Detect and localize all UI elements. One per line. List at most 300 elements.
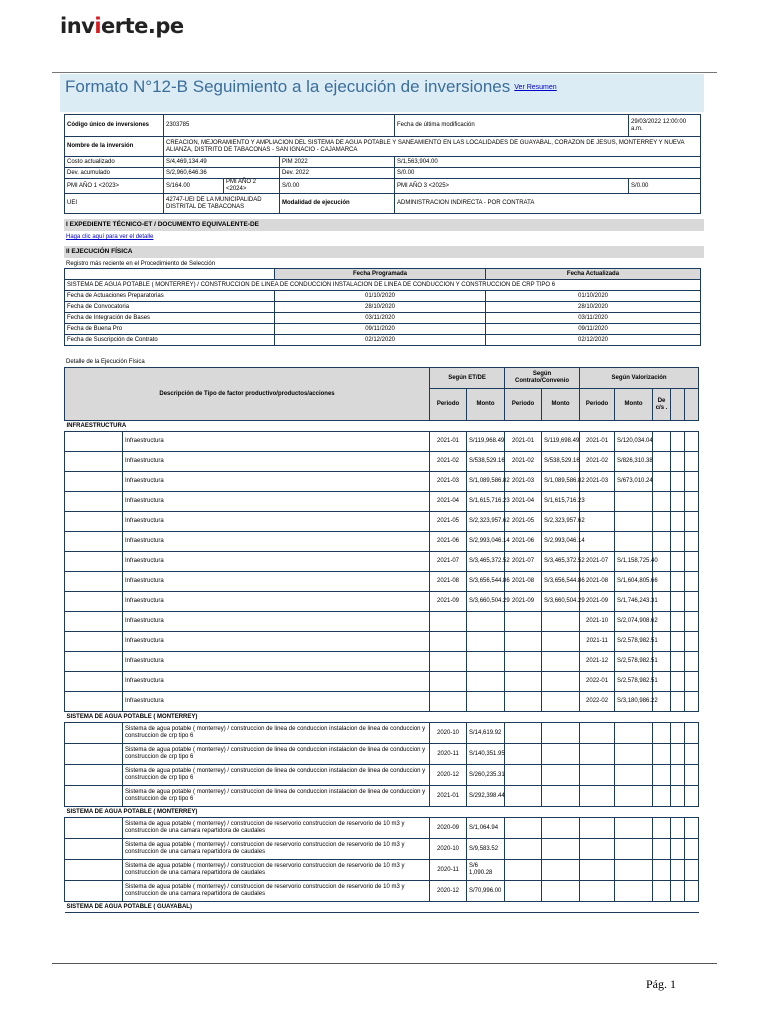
table-row: [65, 432, 699, 452]
monto-valorizacion: S/120,034.04: [615, 432, 653, 452]
periodo-contrato: [505, 744, 542, 765]
periodo-contrato: 2021-03: [505, 472, 542, 492]
extra-cell: [685, 786, 699, 807]
periodo-et: [430, 672, 467, 692]
extra-cell: [671, 452, 685, 472]
extra-cell: [685, 881, 699, 902]
monto-contrato: S/3,465,372.52: [542, 552, 580, 572]
segun-valorizacion-header: Según Valorización: [580, 368, 699, 389]
monto-et: S/14,619.92: [467, 723, 505, 744]
periodo-contrato: [505, 881, 542, 902]
table-row: [65, 552, 699, 572]
pmi1-value: S/164.00: [164, 179, 224, 194]
de-cs-cell: [653, 860, 671, 881]
periodo-valorizacion: [580, 765, 615, 786]
monto-et: S/260,235.31: [467, 765, 505, 786]
periodo-contrato: [505, 692, 542, 712]
nombre-label: Nombre de la inversión: [65, 137, 164, 157]
group-row: [65, 902, 699, 913]
row-description: Sistema de agua potable ( monterrey) / construccion de linea de conduccion instalacion de linea de conduccion y construccion de crp tipo 6: [123, 744, 430, 765]
extra-cell: [685, 692, 699, 712]
row-description: Sistema de agua potable ( monterrey) / construccion de linea de conduccion instalacion de linea de conduccion y construccion de crp tipo 6: [123, 723, 430, 744]
seleccion-row: [65, 313, 701, 324]
de-cs-header: De c/s .: [653, 389, 671, 421]
table-row: [65, 786, 699, 807]
monto-et: [467, 692, 505, 712]
row-description: Infraestructura: [123, 572, 430, 592]
group-title: SISTEMA DE AGUA POTABLE ( MONTERREY): [65, 807, 699, 818]
table-row: [65, 472, 699, 492]
group-title: SISTEMA DE AGUA POTABLE ( MONTERREY): [65, 712, 699, 723]
table-row: [65, 765, 699, 786]
group-title: SISTEMA DE AGUA POTABLE ( GUAYABAL): [65, 902, 699, 913]
periodo-contrato: 2021-08: [505, 572, 542, 592]
periodo-contrato: 2021-01: [505, 432, 542, 452]
extra-cell: [671, 881, 685, 902]
periodo-et: 2020-09: [430, 818, 467, 839]
extra-cell: [685, 452, 699, 472]
periodo-contrato: [505, 612, 542, 632]
periodo-valorizacion: [580, 839, 615, 860]
extra-cell: [685, 492, 699, 512]
periodo-contrato: [505, 632, 542, 652]
table-row: [65, 512, 699, 532]
seleccion-row: [65, 291, 701, 302]
monto-et: S/70,996.00: [467, 881, 505, 902]
monto-et: S/3,656,544.86: [467, 572, 505, 592]
fecha-programada: 03/11/2020: [275, 313, 486, 324]
row-description: Infraestructura: [123, 692, 430, 712]
monto-header: Monto: [467, 389, 505, 421]
periodo-et: 2021-01: [430, 432, 467, 452]
periodo-et: [430, 612, 467, 632]
table-row: [65, 532, 699, 552]
table-row: [65, 692, 699, 712]
monto-valorizacion: [615, 532, 653, 552]
monto-et: S/538,529.16: [467, 452, 505, 472]
monto-et: S/6 1,090.28: [467, 860, 505, 881]
extra-cell: [685, 672, 699, 692]
monto-valorizacion: [615, 881, 653, 902]
fecha-programada: 02/12/2020: [275, 335, 486, 346]
seleccion-row: [65, 302, 701, 313]
row-description: Sistema de agua potable ( monterrey) / construccion de reservorio construccion de reservorio de 10 m3 y construccion de una camara repartidora de caudales: [123, 839, 430, 860]
periodo-et: 2021-04: [430, 492, 467, 512]
periodo-valorizacion: 2021-08: [580, 572, 615, 592]
periodo-contrato: 2021-05: [505, 512, 542, 532]
monto-contrato: S/3,660,504.29: [542, 592, 580, 612]
indent-cell: [65, 860, 123, 881]
extra-cell: [671, 818, 685, 839]
extra-cell: [671, 860, 685, 881]
monto-contrato: S/2,323,957.62: [542, 512, 580, 532]
fecha-actualizada: 03/11/2020: [486, 313, 701, 324]
row-description: Sistema de agua potable ( monterrey) / construccion de linea de conduccion instalacion de linea de conduccion y construccion de crp tipo 6: [123, 765, 430, 786]
periodo-et: 2020-12: [430, 881, 467, 902]
group-row: [65, 807, 699, 818]
monto-valorizacion: [615, 860, 653, 881]
extra-cell: [685, 652, 699, 672]
dev-acum-value: S/2,960,646.36: [164, 168, 280, 179]
title-bar: [60, 74, 704, 112]
periodo-contrato: [505, 839, 542, 860]
codigo-label: Código único de inversiones: [65, 115, 164, 137]
monto-contrato: [542, 723, 580, 744]
periodo-contrato: [505, 818, 542, 839]
group-row: [65, 421, 699, 432]
periodo-header: Periodo: [430, 389, 467, 421]
fecha-actualizada: 02/12/2020: [486, 335, 701, 346]
registro-label: Registro más reciente en el Procedimiento de Selección: [66, 261, 216, 267]
monto-et: S/3,465,372.52: [467, 552, 505, 572]
pim-value: S/1,563,904.00: [395, 157, 701, 168]
extra-cell: [685, 632, 699, 652]
periodo-et: 2021-07: [430, 552, 467, 572]
table-row: [65, 572, 699, 592]
extra-cell: [685, 472, 699, 492]
de-cs-cell: [653, 723, 671, 744]
periodo-contrato: 2021-02: [505, 452, 542, 472]
monto-contrato: [542, 744, 580, 765]
extra-cell: [671, 765, 685, 786]
detalle-label: Detalle de la Ejecución Física: [66, 359, 145, 365]
extra-cell: [671, 492, 685, 512]
fecha-programada: 28/10/2020: [275, 302, 486, 313]
periodo-valorizacion: 2021-12: [580, 652, 615, 672]
table-row: [65, 744, 699, 765]
row-description: Infraestructura: [123, 552, 430, 572]
monto-valorizacion: [615, 818, 653, 839]
extra-cell: [685, 512, 699, 532]
seleccion-table: [64, 268, 701, 346]
monto-valorizacion: S/3,180,986.22: [615, 692, 653, 712]
de-cs-cell: [653, 744, 671, 765]
indent-cell: [65, 765, 123, 786]
extra-cell: [671, 432, 685, 452]
extra-cell: [671, 572, 685, 592]
extra-cell: [685, 552, 699, 572]
table-row: [65, 612, 699, 632]
monto-et: S/3,660,504.29: [467, 592, 505, 612]
extra-cell: [685, 612, 699, 632]
monto-contrato: [542, 692, 580, 712]
fecha-actualizada: 09/11/2020: [486, 324, 701, 335]
pmi2-value: S/0.00: [280, 179, 395, 194]
periodo-et: 2021-06: [430, 532, 467, 552]
monto-header: Monto: [542, 389, 580, 421]
monto-contrato: S/538,529.16: [542, 452, 580, 472]
de-cs-cell: [653, 432, 671, 452]
extra-header: [671, 389, 685, 421]
periodo-contrato: 2021-09: [505, 592, 542, 612]
monto-contrato: [542, 612, 580, 632]
periodo-contrato: [505, 765, 542, 786]
indent-cell: [65, 881, 123, 902]
monto-et: [467, 612, 505, 632]
desc-header: Descripción de Tipo de factor productivo/productos/acciones: [65, 368, 430, 421]
monto-contrato: S/119,698.49: [542, 432, 580, 452]
monto-valorizacion: [615, 492, 653, 512]
periodo-et: 2021-09: [430, 592, 467, 612]
nombre-value: CREACION, MEJORAMIENTO Y AMPLIACION DEL SISTEMA DE AGUA POTABLE Y SANEAMIENTO EN LAS LOCALIDADES DE GUAYABAL, CORAZON DE JESUS, MONTERREY Y NUEVA ALIANZA, DISTRITO DE TABACONAS - SAN IGNACIO - CAJAMARCA: [164, 137, 701, 157]
table-row: [65, 632, 699, 652]
indent-cell: [65, 839, 123, 860]
seleccion-desc: SISTEMA DE AGUA POTABLE ( MONTERREY) / CONSTRUCCION DE LINEA DE CONDUCCION INSTALACION DE LINEA DE CONDUCCION Y CONSTRUCCION DE CRP TIPO 6: [65, 280, 701, 291]
indent-cell: [65, 692, 123, 712]
ver-detalle-link[interactable]: Haga clic aquí para ver el detalle: [66, 234, 154, 240]
monto-contrato: [542, 818, 580, 839]
table-row: [65, 818, 699, 839]
row-description: Sistema de agua potable ( monterrey) / construccion de reservorio construccion de reservorio de 10 m3 y construccion de una camara repartidora de caudales: [123, 881, 430, 902]
pmi1-label: PMI AÑO 1 <2023>: [65, 179, 164, 194]
de-cs-cell: [653, 786, 671, 807]
de-cs-cell: [653, 532, 671, 552]
monto-valorizacion: [615, 839, 653, 860]
table-row: [65, 452, 699, 472]
page-title: Formato N°12-B Seguimiento a la ejecución de inversiones: [65, 77, 511, 96]
monto-et: [467, 632, 505, 652]
extra-cell: [671, 839, 685, 860]
extra-cell: [685, 744, 699, 765]
indent-cell: [65, 492, 123, 512]
periodo-contrato: 2021-06: [505, 532, 542, 552]
table-row: [65, 839, 699, 860]
monto-et: S/2,993,046.14: [467, 532, 505, 552]
periodo-contrato: 2021-07: [505, 552, 542, 572]
table-row: [65, 592, 699, 612]
extra-cell: [671, 786, 685, 807]
row-description: Sistema de agua potable ( monterrey) / construccion de reservorio construccion de reservorio de 10 m3 y construccion de una camara repartidora de caudales: [123, 860, 430, 881]
fecha-mod-value: 29/03/2022 12:00:00 a.m.: [629, 115, 701, 137]
seleccion-label: Fecha de Convocatoria: [65, 302, 275, 313]
monto-et: S/119,968.49: [467, 432, 505, 452]
periodo-et: 2021-05: [430, 512, 467, 532]
indent-cell: [65, 612, 123, 632]
periodo-valorizacion: [580, 860, 615, 881]
uei-value: 42747-UEI DE LA MUNICIPALIDAD DISTRITAL DE TABACONAS: [164, 194, 280, 214]
pmi2-label: PMI AÑO 2 <2024>: [224, 179, 280, 194]
ver-resumen-link[interactable]: Ver Resumen: [514, 84, 557, 92]
row-description: Infraestructura: [123, 672, 430, 692]
periodo-valorizacion: 2022-01: [580, 672, 615, 692]
row-description: Infraestructura: [123, 632, 430, 652]
dev-label: Dev. 2022: [280, 168, 395, 179]
indent-cell: [65, 552, 123, 572]
indent-cell: [65, 532, 123, 552]
periodo-header: Periodo: [505, 389, 542, 421]
seleccion-label: Fecha de Actuaciones Preparatorias: [65, 291, 275, 302]
seleccion-row: [65, 324, 701, 335]
extra-cell: [685, 432, 699, 452]
pmi3-label: PMI AÑO 3 <2025>: [395, 179, 629, 194]
fecha-actualizada: 01/10/2020: [486, 291, 701, 302]
fecha-actualizada-header: Fecha Actualizada: [486, 269, 701, 280]
extra-cell: [685, 592, 699, 612]
monto-valorizacion: [615, 786, 653, 807]
row-description: Sistema de agua potable ( monterrey) / construccion de reservorio construccion de reservorio de 10 m3 y construccion de una camara repartidora de caudales: [123, 818, 430, 839]
section-ejecucion-fisica: II EJECUCIÓN FÍSICA: [64, 246, 704, 258]
periodo-valorizacion: [580, 744, 615, 765]
indent-cell: [65, 818, 123, 839]
extra-cell: [671, 472, 685, 492]
group-title: INFRAESTRUCTURA: [65, 421, 699, 432]
extra-cell: [671, 652, 685, 672]
de-cs-cell: [653, 839, 671, 860]
dev-acum-label: Dev. acumulado: [65, 168, 164, 179]
group-row: [65, 712, 699, 723]
bottom-divider: [52, 963, 717, 964]
periodo-valorizacion: 2021-07: [580, 552, 615, 572]
modalidad-value: ADMINISTRACION INDIRECTA - POR CONTRATA: [395, 194, 701, 214]
uei-label: UEI: [65, 194, 164, 214]
top-divider: [52, 72, 717, 73]
indent-cell: [65, 572, 123, 592]
monto-valorizacion: S/2,578,982.51: [615, 632, 653, 652]
monto-contrato: [542, 839, 580, 860]
monto-contrato: S/1,615,716.23: [542, 492, 580, 512]
monto-contrato: [542, 881, 580, 902]
detalle-table: [64, 367, 699, 913]
monto-et: S/1,089,586.82: [467, 472, 505, 492]
monto-et: S/140,351.95: [467, 744, 505, 765]
logo-i-accent: i: [94, 14, 102, 38]
monto-et: S/2,323,957.62: [467, 512, 505, 532]
indent-cell: [65, 786, 123, 807]
row-description: Infraestructura: [123, 592, 430, 612]
seleccion-label: Fecha de Buena Pro: [65, 324, 275, 335]
extra-cell: [671, 612, 685, 632]
monto-valorizacion: [615, 512, 653, 532]
periodo-valorizacion: [580, 881, 615, 902]
de-cs-cell: [653, 452, 671, 472]
periodo-valorizacion: 2021-01: [580, 432, 615, 452]
periodo-valorizacion: 2021-11: [580, 632, 615, 652]
extra-cell: [685, 765, 699, 786]
table-row: [65, 881, 699, 902]
indent-cell: [65, 452, 123, 472]
table-row: [65, 860, 699, 881]
indent-cell: [65, 432, 123, 452]
periodo-valorizacion: [580, 818, 615, 839]
indent-cell: [65, 744, 123, 765]
monto-contrato: S/3,656,544.86: [542, 572, 580, 592]
periodo-et: [430, 692, 467, 712]
periodo-valorizacion: [580, 723, 615, 744]
row-description: Infraestructura: [123, 452, 430, 472]
periodo-et: 2020-10: [430, 723, 467, 744]
fecha-programada: 09/11/2020: [275, 324, 486, 335]
monto-contrato: [542, 860, 580, 881]
fecha-programada-header: Fecha Programada: [275, 269, 486, 280]
de-cs-cell: [653, 881, 671, 902]
de-cs-cell: [653, 492, 671, 512]
extra-cell: [685, 860, 699, 881]
periodo-contrato: 2021-04: [505, 492, 542, 512]
monto-valorizacion: S/1,604,805.66: [615, 572, 653, 592]
monto-contrato: [542, 786, 580, 807]
costo-value: S/4,469,134.49: [164, 157, 280, 168]
fecha-actualizada: 28/10/2020: [486, 302, 701, 313]
row-description: Infraestructura: [123, 652, 430, 672]
extra-cell: [671, 692, 685, 712]
extra-cell: [671, 744, 685, 765]
monto-et: S/1,615,716.23: [467, 492, 505, 512]
monto-contrato: [542, 652, 580, 672]
indent-cell: [65, 672, 123, 692]
extra-cell: [671, 592, 685, 612]
seleccion-label: Fecha de Suscripción de Contrato: [65, 335, 275, 346]
periodo-et: 2020-11: [430, 744, 467, 765]
extra-header: [685, 389, 699, 421]
periodo-valorizacion: 2022-02: [580, 692, 615, 712]
dev-value: S/0.00: [395, 168, 701, 179]
periodo-et: 2021-01: [430, 786, 467, 807]
table-row: [65, 652, 699, 672]
periodo-et: [430, 632, 467, 652]
periodo-et: 2021-02: [430, 452, 467, 472]
seleccion-label: Fecha de Integración de Bases: [65, 313, 275, 324]
periodo-et: 2021-03: [430, 472, 467, 492]
monto-valorizacion: [615, 723, 653, 744]
extra-cell: [671, 632, 685, 652]
periodo-contrato: [505, 723, 542, 744]
monto-header: Monto: [615, 389, 653, 421]
monto-valorizacion: S/2,578,982.51: [615, 672, 653, 692]
monto-valorizacion: [615, 765, 653, 786]
periodo-contrato: [505, 672, 542, 692]
periodo-valorizacion: [580, 786, 615, 807]
periodo-valorizacion: 2021-09: [580, 592, 615, 612]
extra-cell: [685, 839, 699, 860]
fecha-mod-label: Fecha de última modificación: [395, 115, 629, 137]
periodo-contrato: [505, 860, 542, 881]
extra-cell: [671, 672, 685, 692]
monto-et: S/9,583.52: [467, 839, 505, 860]
extra-cell: [685, 572, 699, 592]
periodo-et: 2021-08: [430, 572, 467, 592]
monto-contrato: S/2,993,046.14: [542, 532, 580, 552]
row-description: Sistema de agua potable ( monterrey) / construccion de linea de conduccion instalacion de linea de conduccion y construccion de crp tipo 6: [123, 786, 430, 807]
periodo-valorizacion: 2021-10: [580, 612, 615, 632]
extra-cell: [685, 818, 699, 839]
de-cs-cell: [653, 765, 671, 786]
seleccion-blank: [65, 269, 275, 280]
de-cs-cell: [653, 512, 671, 532]
monto-contrato: S/1,089,586.82: [542, 472, 580, 492]
monto-valorizacion: S/1,158,725.40: [615, 552, 653, 572]
periodo-contrato: [505, 652, 542, 672]
periodo-valorizacion: 2021-03: [580, 472, 615, 492]
monto-et: [467, 652, 505, 672]
row-description: Infraestructura: [123, 612, 430, 632]
table-row: [65, 672, 699, 692]
row-description: Infraestructura: [123, 512, 430, 532]
section-expediente: I EXPEDIENTE TÉCNICO-ET / DOCUMENTO EQUIVALENTE-DE: [64, 219, 704, 231]
row-description: Infraestructura: [123, 492, 430, 512]
monto-contrato: [542, 765, 580, 786]
extra-cell: [671, 552, 685, 572]
de-cs-cell: [653, 818, 671, 839]
modalidad-label: Modalidad de ejecución: [280, 194, 395, 214]
periodo-contrato: [505, 786, 542, 807]
periodo-et: 2020-11: [430, 860, 467, 881]
indent-cell: [65, 632, 123, 652]
extra-cell: [685, 532, 699, 552]
monto-valorizacion: [615, 744, 653, 765]
extra-cell: [671, 532, 685, 552]
page-number: Pág. 1: [646, 977, 676, 991]
segun-et-header: Según ET/DE: [430, 368, 505, 389]
